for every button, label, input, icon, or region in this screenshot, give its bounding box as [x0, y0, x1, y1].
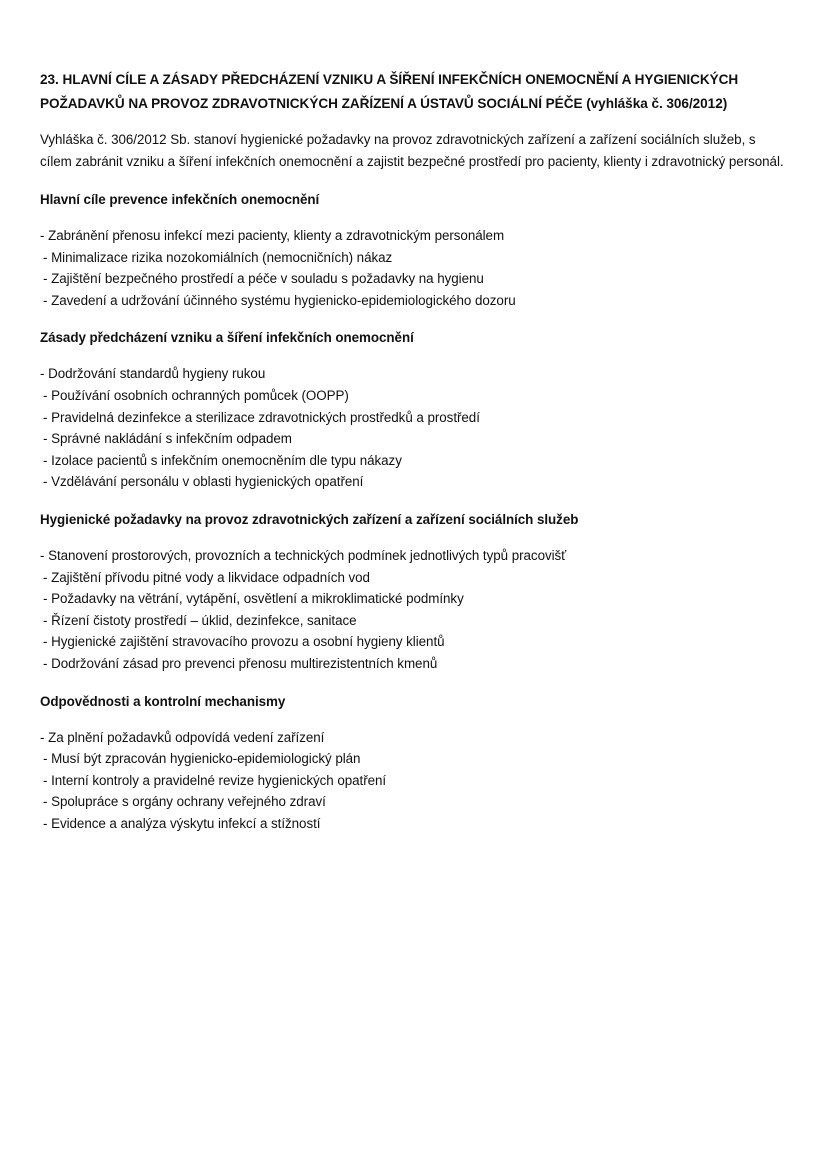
list-item: - Zavedení a udržování účinného systému hygienicko-epidemiologického dozoru — [43, 292, 516, 308]
list-item: - Minimalizace rizika nozokomiálních (nemocničních) nákaz — [43, 249, 393, 265]
intro-paragraph: Vyhláška č. 306/2012 Sb. stanoví hygienické požadavky na provoz zdravotnických zařízení a zařízení sociálních služeb, s cílem zabránit vzniku a šíření infekčních onemocnění a zajistit bezpečné prostředí pro pacienty, klienty i zdravotnický personál. — [40, 132, 784, 169]
section-principles — [40, 328, 788, 493]
section-heading: Odpovědnosti a kontrolní mechanismy — [40, 693, 286, 709]
list-item: - Zajištění bezpečného prostředí a péče v souladu s požadavky na hygienu — [43, 271, 484, 287]
list-item: - Musí být zpracován hygienicko-epidemiologický plán — [43, 751, 361, 767]
section-heading: Hygienické požadavky na provoz zdravotnických zařízení a zařízení sociálních služeb — [40, 511, 579, 527]
list-item: - Řízení čistoty prostředí – úklid, dezinfekce, sanitace — [43, 612, 357, 628]
list-item: - Zajištění přívodu pitné vody a likvidace odpadních vod — [43, 569, 370, 585]
list-item: - Hygienické zajištění stravovacího provozu a osobní hygieny klientů — [43, 634, 445, 650]
list-item: - Správné nakládání s infekčním odpadem — [43, 431, 292, 447]
list-item: - Dodržování standardů hygieny rukou — [40, 366, 266, 382]
list-item: - Dodržování zásad pro prevenci přenosu multirezistentních kmenů — [43, 655, 438, 671]
list-item: - Spolupráce s orgány ochrany veřejného zdraví — [43, 794, 326, 810]
bullet-list — [40, 363, 788, 493]
section-hygiene-requirements — [40, 510, 788, 675]
document-title: 23. HLAVNÍ CÍLE A ZÁSADY PŘEDCHÁZENÍ VZNIKU A ŠÍŘENÍ INFEKČNÍCH ONEMOCNĚNÍ A HYGIENICKÝCH POŽADAVKŮ NA PROVOZ ZDRAVOTNICKÝCH ZAŘÍZENÍ A ÚSTAVŮ SOCIÁLNÍ PÉČE (vyhláška č. 306/2012) — [40, 72, 739, 111]
list-item: - Pravidelná dezinfekce a sterilizace zdravotnických prostředků a prostředí — [43, 409, 480, 425]
bullet-list — [40, 727, 788, 835]
list-item: - Izolace pacientů s infekčním onemocněním dle typu nákazy — [43, 452, 402, 468]
section-heading: Hlavní cíle prevence infekčních onemocnění — [40, 192, 320, 207]
bullet-list — [40, 225, 788, 311]
list-item: - Používání osobních ochranných pomůcek (OOPP) — [43, 387, 349, 403]
list-item: - Interní kontroly a pravidelné revize hygienických opatření — [43, 772, 387, 788]
list-item: - Za plnění požadavků odpovídá vedení zařízení — [40, 729, 325, 745]
bullet-list — [40, 545, 788, 675]
section-heading: Zásady předcházení vzniku a šíření infekčních onemocnění — [40, 330, 414, 346]
list-item: - Požadavky na větrání, vytápění, osvětlení a mikroklimatické podmínky — [43, 591, 464, 607]
list-item: - Zabránění přenosu infekcí mezi pacienty, klienty a zdravotnickým personálem — [40, 228, 505, 243]
section-goals — [40, 190, 788, 311]
list-item: - Vzdělávání personálu v oblasti hygienických opatření — [43, 474, 364, 490]
list-item: - Stanovení prostorových, provozních a technických podmínek jednotlivých typů pracovišť — [40, 547, 567, 563]
list-item: - Evidence a analýza výskytu infekcí a stížností — [43, 815, 321, 831]
section-responsibilities — [40, 692, 788, 835]
